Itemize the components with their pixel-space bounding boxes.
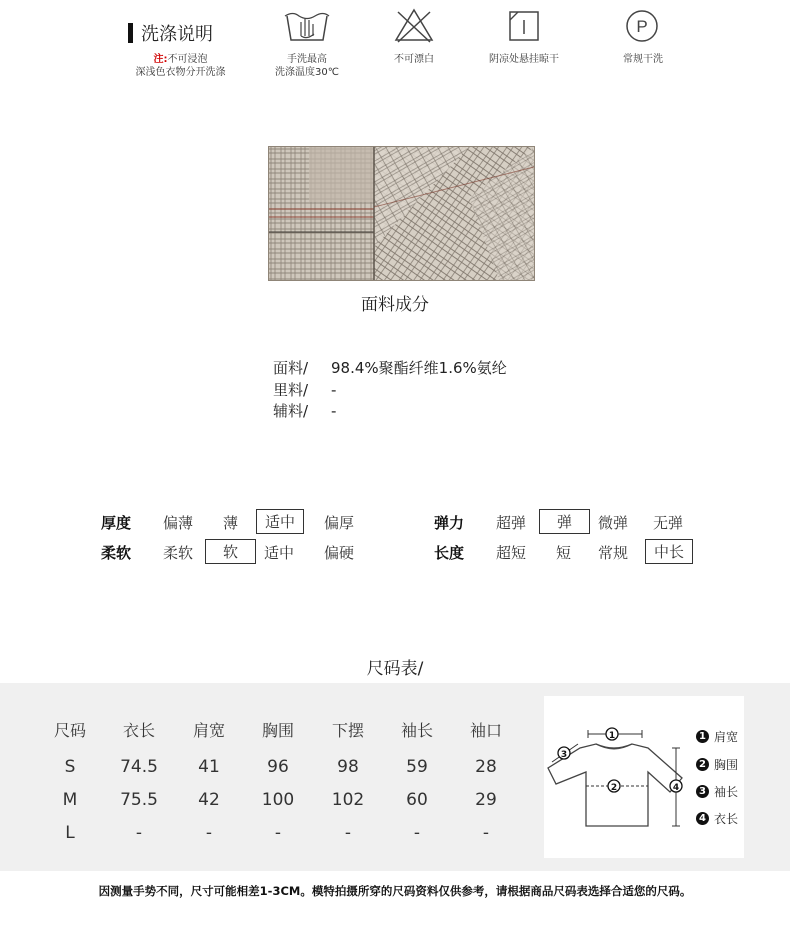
elasticity-option: 微弹 — [598, 514, 629, 532]
legend-chest — [696, 756, 738, 773]
thickness-option: 偏厚 — [324, 514, 355, 532]
material-label: 辅料/ — [273, 402, 309, 420]
hand-wash-line1: 手洗最高 — [287, 54, 327, 65]
thickness-option-selected: 适中 — [256, 509, 304, 534]
legend-number: 3 — [696, 785, 709, 798]
thickness-option: 薄 — [223, 514, 239, 532]
fabric-title: 面料成分 — [361, 295, 429, 315]
hand-wash-caption — [262, 53, 352, 79]
size-table-header: 下摆 — [331, 721, 364, 740]
size-table-header: 袖长 — [400, 721, 433, 740]
length-option: 常规 — [598, 544, 629, 562]
material-row-accessory — [273, 400, 336, 421]
wash-note — [118, 53, 243, 79]
dry-clean-line1: 常规干洗 — [623, 54, 663, 65]
shade-dry-icon — [507, 6, 541, 50]
size-table-title: 尺码表/ — [366, 659, 424, 679]
size-table-cell: 100 — [261, 790, 295, 810]
measurement-diagram — [544, 696, 744, 858]
footer-disclaimer: 因测量手势不同，尺寸可能相差1-3CM。模特拍摄所穿的尺码资料仅供参考，请根据商品尺码表选择合适您的尺码。 — [98, 884, 692, 898]
size-table-cell: 98 — [337, 757, 359, 777]
dry-clean-icon — [624, 6, 660, 50]
no-bleach-line1: 不可漂白 — [394, 54, 434, 65]
no-bleach-caption — [374, 53, 454, 66]
marker-sleeve: 3 — [560, 750, 568, 760]
size-table-cell: 29 — [475, 790, 497, 810]
size-table-cell: L — [65, 823, 75, 843]
size-table-header: 袖口 — [469, 721, 502, 740]
length-option: 短 — [556, 544, 572, 562]
size-table-cell: 60 — [406, 790, 428, 810]
marker-length: 4 — [672, 783, 680, 793]
size-table-header: 肩宽 — [192, 721, 225, 740]
size-table-cell: M — [62, 790, 78, 810]
hand-wash-line2: 洗涤温度30℃ — [275, 67, 339, 78]
softness-option: 偏硬 — [324, 544, 355, 562]
material-value: - — [331, 402, 337, 420]
title-bar-marker — [128, 23, 133, 43]
legend-shoulder — [696, 728, 738, 745]
size-table-cell: 59 — [406, 757, 428, 777]
size-table-cell: 28 — [475, 757, 497, 777]
material-row-main — [273, 357, 507, 378]
size-table-cell: 41 — [198, 757, 220, 777]
marker-chest: 2 — [610, 783, 618, 793]
size-table-cell: S — [64, 757, 76, 777]
fabric-swatch — [268, 146, 535, 281]
softness-label: 柔软 — [101, 544, 132, 562]
size-table-cell: - — [135, 823, 143, 843]
note-prefix: 注: — [153, 54, 168, 65]
length-option-selected: 中长 — [645, 539, 693, 564]
dry-clean-mark: P — [636, 17, 648, 36]
size-table-cell: - — [482, 823, 490, 843]
shade-dry-line1: 阴凉处悬挂晾干 — [489, 54, 559, 65]
wash-title-text: 洗涤说明 — [141, 24, 213, 45]
softness-option: 适中 — [264, 544, 295, 562]
legend-sleeve — [696, 783, 738, 800]
note-line-2: 深浅色衣物分开洗涤 — [135, 67, 226, 78]
legend-label: 袖长 — [714, 785, 739, 799]
length-label: 长度 — [434, 544, 465, 562]
thickness-option: 偏薄 — [163, 514, 194, 532]
size-table-cell: 74.5 — [120, 757, 158, 777]
size-table-header: 胸围 — [261, 721, 294, 740]
size-table-cell: 75.5 — [120, 790, 158, 810]
note-line-1: 不可浸泡 — [167, 54, 208, 65]
legend-length — [696, 810, 738, 827]
material-value: 98.4%聚酯纤维1.6%氨纶 — [331, 359, 507, 377]
size-table-cell: 96 — [267, 757, 289, 777]
length-option: 超短 — [496, 544, 527, 562]
garment-sketch — [544, 696, 684, 858]
size-table-cell: - — [344, 823, 352, 843]
elasticity-option: 无弹 — [653, 514, 684, 532]
size-table-header: 衣长 — [122, 721, 155, 740]
dry-clean-caption — [605, 53, 681, 66]
size-table-cell: - — [274, 823, 282, 843]
softness-option-selected: 软 — [205, 539, 256, 564]
size-table-cell: - — [205, 823, 213, 843]
elasticity-option: 超弹 — [496, 514, 527, 532]
legend-number: 4 — [696, 812, 709, 825]
shade-dry-caption — [474, 53, 574, 66]
size-table-cell: 42 — [198, 790, 220, 810]
legend-label: 衣长 — [714, 812, 739, 826]
legend-number: 2 — [696, 758, 709, 771]
size-table-cell: - — [413, 823, 421, 843]
legend-number: 1 — [696, 730, 709, 743]
elasticity-label: 弹力 — [434, 514, 465, 532]
softness-option: 柔软 — [163, 544, 194, 562]
wash-title — [128, 20, 213, 46]
size-table-header: 尺码 — [53, 721, 86, 740]
material-value: - — [331, 381, 337, 399]
legend-label: 胸围 — [714, 758, 739, 772]
material-label: 里料/ — [273, 381, 309, 399]
size-table-cell: 102 — [331, 790, 365, 810]
thickness-label: 厚度 — [101, 514, 132, 532]
marker-shoulder: 1 — [608, 731, 616, 741]
material-label: 面料/ — [273, 359, 309, 377]
elasticity-option-selected: 弹 — [539, 509, 590, 534]
hand-wash-icon — [281, 6, 333, 50]
no-bleach-icon — [392, 6, 436, 50]
legend-label: 肩宽 — [714, 730, 739, 744]
material-row-lining — [273, 379, 336, 400]
